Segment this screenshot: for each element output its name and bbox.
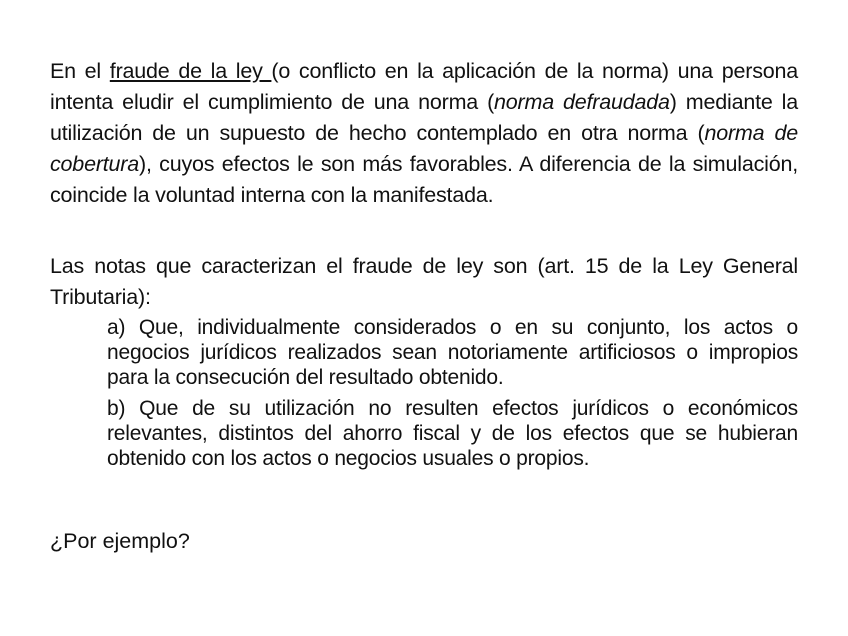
definition-text-a: (o conflicto en la aplicación de la norma) una persona intenta eludir el cumplimiento de una norma ( <box>50 59 799 114</box>
definition-intro-text: En el <box>50 59 110 83</box>
definition-text-c: ), cuyos efectos le son más favorables. A diferencia de la simulación, coincide la voluntad interna con la manifestada. <box>50 152 798 207</box>
definition-paragraph <box>50 56 798 211</box>
fraude-de-la-ley-term: fraude de la ley <box>109 59 272 83</box>
definition-text-b: ) mediante la utilización de un supuesto de hecho contemplado en otra norma ( <box>50 90 798 145</box>
slide-content <box>50 56 798 557</box>
norma-defraudada-term: norma defraudada <box>494 90 670 114</box>
characteristic-item-a: a) Que, individualmente considerados o en su conjunto, los actos o negocios jurídicos realizados sean notoriamente artificiosos o impropios para la consecución del resultado obtenido. <box>107 316 798 389</box>
characteristic-item-b: b) Que de su utilización no resulten efectos jurídicos o económicos relevantes, distintos del ahorro fiscal y de los efectos que se hubieran obtenido con los actos o negocios usuales o propios. <box>107 397 798 470</box>
norma-de-cobertura-term: norma de cobertura <box>50 121 798 176</box>
characteristics-list <box>107 315 798 471</box>
example-question: ¿Por ejemplo? <box>50 529 190 553</box>
characteristics-intro-paragraph: Las notas que caracterizan el fraude de ley son (art. 15 de la Ley General Tributaria): <box>50 254 798 309</box>
